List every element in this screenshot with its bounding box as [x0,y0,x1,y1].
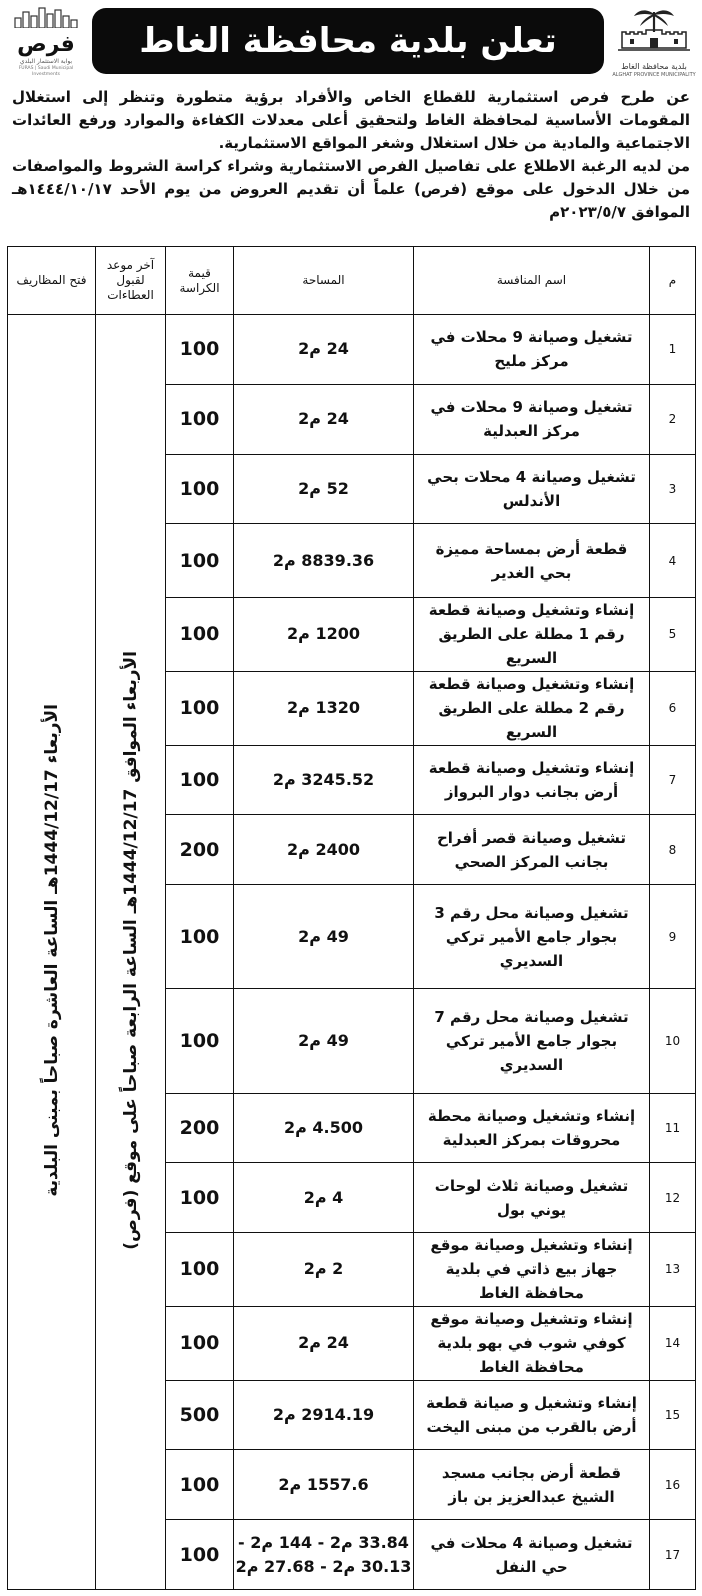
row-price: 100 [166,454,234,524]
row-area: 8839.36 م2 [234,524,414,598]
row-price: 100 [166,1163,234,1233]
row-name: إنشاء وتشغيل وصيانة محطة محروقات بمركز العبدلية [414,1093,650,1163]
row-area: 52 م2 [234,454,414,524]
opportunities-table [7,246,696,1590]
row-name: تشغيل وصيانة ثلاث لوحات يوني بول [414,1163,650,1233]
row-name: إنشاء وتشغيل وصيانة موقع كوفي شوب في بهو بلدية محافظة الغاط [414,1306,650,1380]
row-price: 100 [166,598,234,672]
row-name: تشغيل وصيانة 9 محلات في مركز العبدلية [414,384,650,454]
row-num: 3 [650,454,696,524]
furas-caption: بوابة الاستثمار البلدي [19,58,73,65]
header-price: قيمة الكراسة [166,247,234,315]
row-name: إنشاء وتشغيل وصيانة قطعة أرض بجانب دوار البرواز [414,745,650,815]
row-area: 49 م2 [234,885,414,989]
row-area: 2 م2 [234,1233,414,1307]
row-name: إنشاء وتشغيل وصيانة موقع جهاز بيع ذاتي في بلدية محافظة الغاط [414,1233,650,1307]
row-price: 100 [166,1306,234,1380]
header [0,0,702,84]
row-name: إنشاء وتشغيل و صيانة قطعة أرض بالقرب من مبنى اليخت [414,1380,650,1450]
row-name: إنشاء وتشغيل وصيانة قطعة رقم 1 مطلة على الطريق السريع [414,598,650,672]
row-name: تشغيل وصيانة 4 محلات في حي النفل [414,1520,650,1590]
table-header-row [8,247,696,315]
row-area: 2400 م2 [234,815,414,885]
palm-castle-emblem-icon [612,6,696,58]
row-area: 2914.19 م2 [234,1380,414,1450]
row-name: قطعة أرض بمساحة مميزة بحي الغدير [414,524,650,598]
header-area: المساحة [234,247,414,315]
header-name: اسم المنافسة [414,247,650,315]
row-price: 100 [166,1520,234,1590]
row-num: 4 [650,524,696,598]
row-price: 100 [166,1450,234,1520]
row-num: 2 [650,384,696,454]
row-name: تشغيل وصيانة قصر أفراح بجانب المركز الصحي [414,815,650,885]
row-name: إنشاء وتشغيل وصيانة قطعة رقم 2 مطلة على الطريق السريع [414,671,650,745]
intro-text [12,86,690,224]
row-price: 100 [166,524,234,598]
furas-caption-en: FURAS | Saudi Municipal Investments [18,66,74,77]
opening-text: الأربعاء 1444/12/17هـ الساعة العاشرة صباحاً بمبنى البلدية [41,703,62,1197]
row-num: 16 [650,1450,696,1520]
row-area: 33.84 م2 - 144 م2 - 30.13 م2 - 27.68 م2 [234,1520,414,1590]
row-num: 10 [650,989,696,1093]
row-area: 49 م2 [234,989,414,1093]
row-price: 200 [166,1093,234,1163]
municipality-caption-en: ALGHAT PROVINCE MUNICIPALITY [612,72,696,78]
row-price: 200 [166,815,234,885]
row-area: 4 م2 [234,1163,414,1233]
opening-cell [8,315,96,1590]
row-name: تشغيل وصيانة محل رقم 7 بجوار جامع الأمير تركي السديري [414,989,650,1093]
skyline-icon [11,6,81,28]
row-num: 9 [650,885,696,989]
row-num: 15 [650,1380,696,1450]
row-num: 14 [650,1306,696,1380]
row-area: 1200 م2 [234,598,414,672]
row-num: 8 [650,815,696,885]
row-price: 100 [166,1233,234,1307]
header-deadline: آخر موعد لقبول العطاءات [96,247,166,315]
row-area: 1557.6 م2 [234,1450,414,1520]
row-num: 6 [650,671,696,745]
row-num: 7 [650,745,696,815]
row-area: 1320 م2 [234,671,414,745]
row-num: 13 [650,1233,696,1307]
row-price: 100 [166,315,234,385]
row-name: تشغيل وصيانة محل رقم 3 بجوار جامع الأمير تركي السديري [414,885,650,989]
row-price: 100 [166,671,234,745]
header-num: م [650,247,696,315]
row-num: 11 [650,1093,696,1163]
furas-logo [6,6,86,78]
row-area: 3245.52 م2 [234,745,414,815]
row-name: تشغيل وصيانة 4 محلات بحي الأندلس [414,454,650,524]
row-num: 12 [650,1163,696,1233]
row-name: تشغيل وصيانة 9 محلات في مركز مليح [414,315,650,385]
municipality-caption: بلدية محافظة الغاط [621,62,687,71]
row-num: 5 [650,598,696,672]
row-price: 100 [166,989,234,1093]
row-num: 17 [650,1520,696,1590]
deadline-cell [96,315,166,1590]
row-price: 500 [166,1380,234,1450]
furas-brand: فرص [17,32,75,57]
page-title: تعلن بلدية محافظة الغاط [139,21,557,61]
table-row [8,315,696,385]
row-area: 4.500 م2 [234,1093,414,1163]
title-banner [92,8,604,74]
row-area: 24 م2 [234,1306,414,1380]
municipality-logo [612,6,696,78]
intro-paragraph-2: من لديه الرغبة الاطلاع على تفاصيل الفرص الاستثمارية وشراء كراسة الشروط والمواصفات من خلال الدخول على موقع (فرص) علماً أن تقديم العروض من يوم الأحد ١٤٤٤/١٠/١٧هـ الموافق ٢٠٢٣/٥/٧م [12,157,690,221]
row-area: 24 م2 [234,384,414,454]
row-price: 100 [166,745,234,815]
header-opening: فتح المظاريف [8,247,96,315]
row-name: قطعة أرض بجانب مسجد الشيخ عبدالعزيز بن باز [414,1450,650,1520]
row-area: 24 م2 [234,315,414,385]
row-num: 1 [650,315,696,385]
deadline-text: الأربعاء الموافق 1444/12/17هـ الساعة الرابعة صباحاً على موقع (فرص) [120,650,141,1250]
intro-paragraph-1: عن طرح فرص استثمارية للقطاع الخاص والأفراد برؤية متطورة وتنظر إلى استغلال المقومات الأساسية لمحافظة الغاط ولتحقيق أعلى معدلات الكفاءة والموارد ورفع العائدات الاجتماعية والمادية من خلال استغلال وشغر المواقع الاستثمارية. [12,88,690,152]
row-price: 100 [166,384,234,454]
row-price: 100 [166,885,234,989]
